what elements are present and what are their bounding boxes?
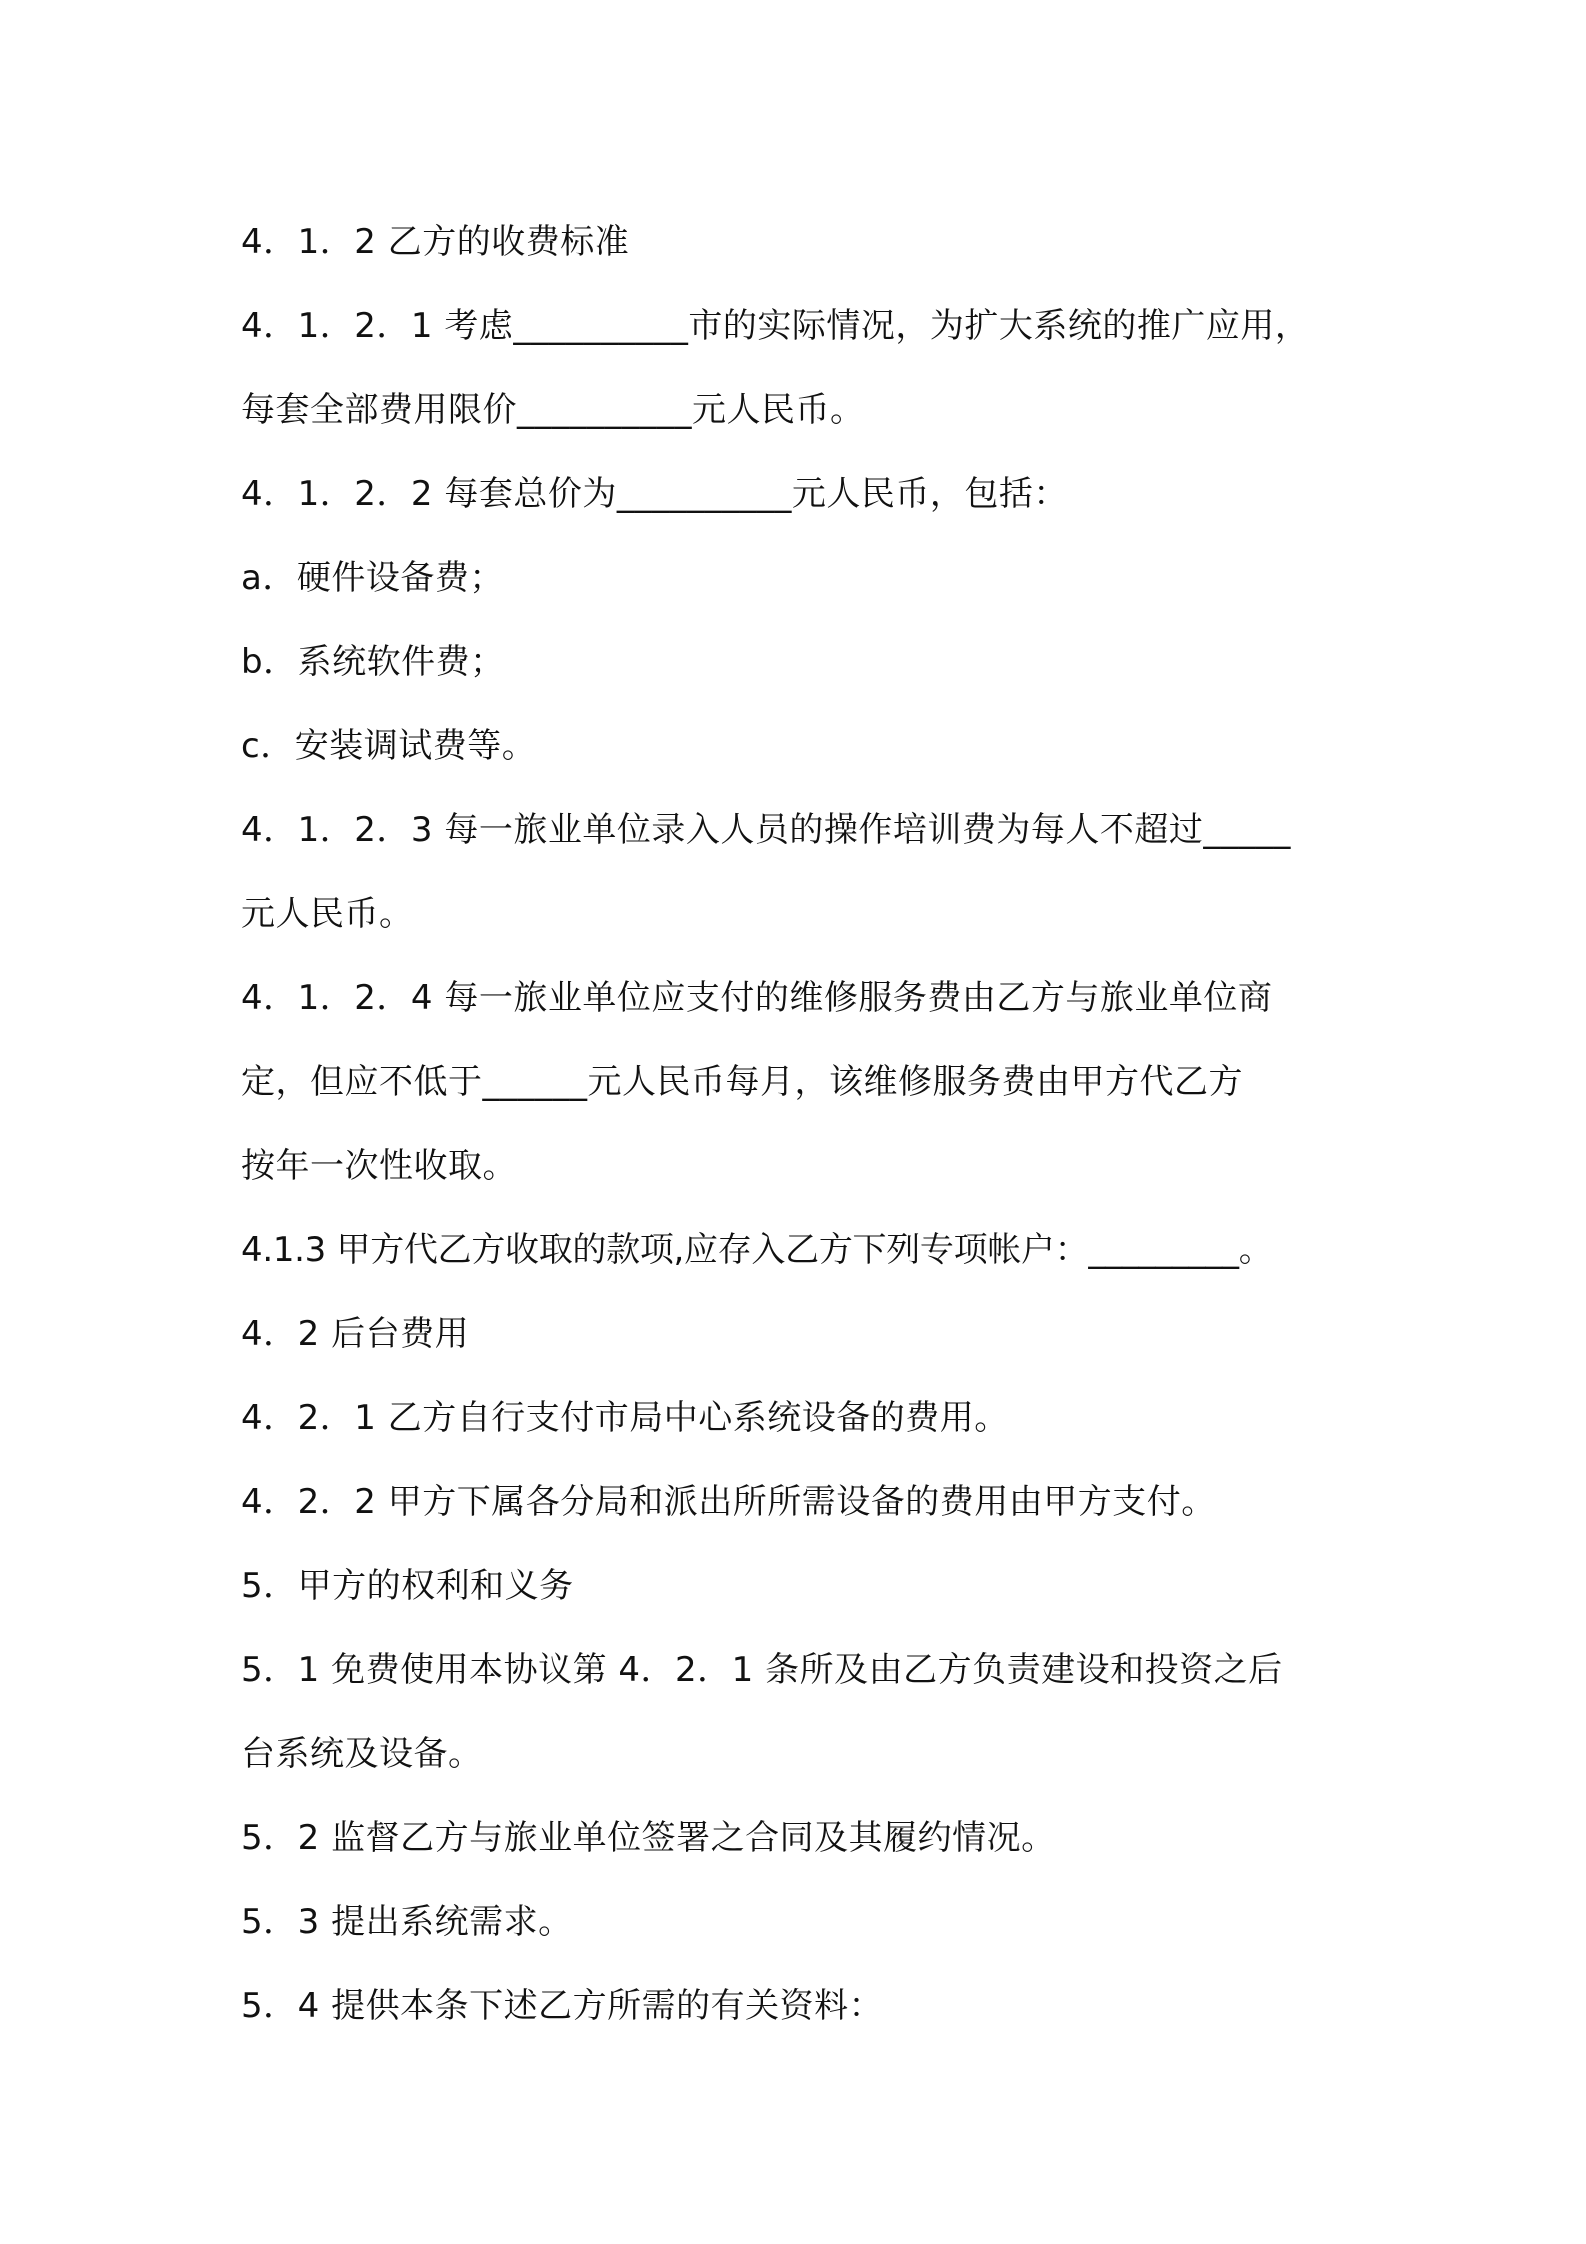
section-heading: 5．甲方的权利和义务 bbox=[241, 1566, 574, 1606]
paragraph-line: 台系统及设备。 bbox=[241, 1734, 483, 1774]
paragraph-line: 5．2 监督乙方与旅业单位签署之合同及其履约情况。 bbox=[241, 1818, 1056, 1858]
paragraph-line: 4．2．2 甲方下属各分局和派出所所需设备的费用由甲方支付。 bbox=[241, 1482, 1216, 1522]
paragraph-line: 4．1．2．1 考虑__________市的实际情况，为扩大系统的推广应用， bbox=[241, 306, 1310, 346]
paragraph-line: 4.1.3 甲方代乙方收取的款项,应存入乙方下列专项帐户：_________。 bbox=[241, 1230, 1273, 1270]
paragraph-line: 5．3 提出系统需求。 bbox=[241, 1902, 573, 1942]
section-heading: 4．1．2 乙方的收费标准 bbox=[241, 222, 630, 262]
list-item: a．硬件设备费； bbox=[241, 558, 504, 598]
paragraph-line: 5．1 免费使用本协议第 4．2．1 条所及由乙方负责建设和投资之后 bbox=[241, 1650, 1283, 1690]
paragraph-line: 定，但应不低于______元人民币每月，该维修服务费由甲方代乙方 bbox=[241, 1062, 1243, 1102]
list-item: b．系统软件费； bbox=[241, 642, 505, 682]
paragraph-line: 5．4 提供本条下述乙方所需的有关资料： bbox=[241, 1986, 884, 2026]
paragraph-line: 4．1．2．2 每套总价为__________元人民币，包括： bbox=[241, 474, 1068, 514]
paragraph-line: 4．1．2．3 每一旅业单位录入人员的操作培训费为每人不超过_____ bbox=[241, 810, 1291, 850]
document-body bbox=[241, 200, 1391, 2048]
paragraph-line: 4．2．1 乙方自行支付市局中心系统设备的费用。 bbox=[241, 1398, 1009, 1438]
section-heading: 4．2 后台费用 bbox=[241, 1314, 470, 1354]
paragraph-line: 按年一次性收取。 bbox=[241, 1146, 517, 1186]
paragraph-line: 每套全部费用限价__________元人民币。 bbox=[241, 390, 865, 430]
paragraph-line: 元人民币。 bbox=[241, 894, 414, 934]
list-item: c．安装调试费等。 bbox=[241, 726, 537, 766]
paragraph-line: 4．1．2．4 每一旅业单位应支付的维修服务费由乙方与旅业单位商 bbox=[241, 978, 1273, 1018]
